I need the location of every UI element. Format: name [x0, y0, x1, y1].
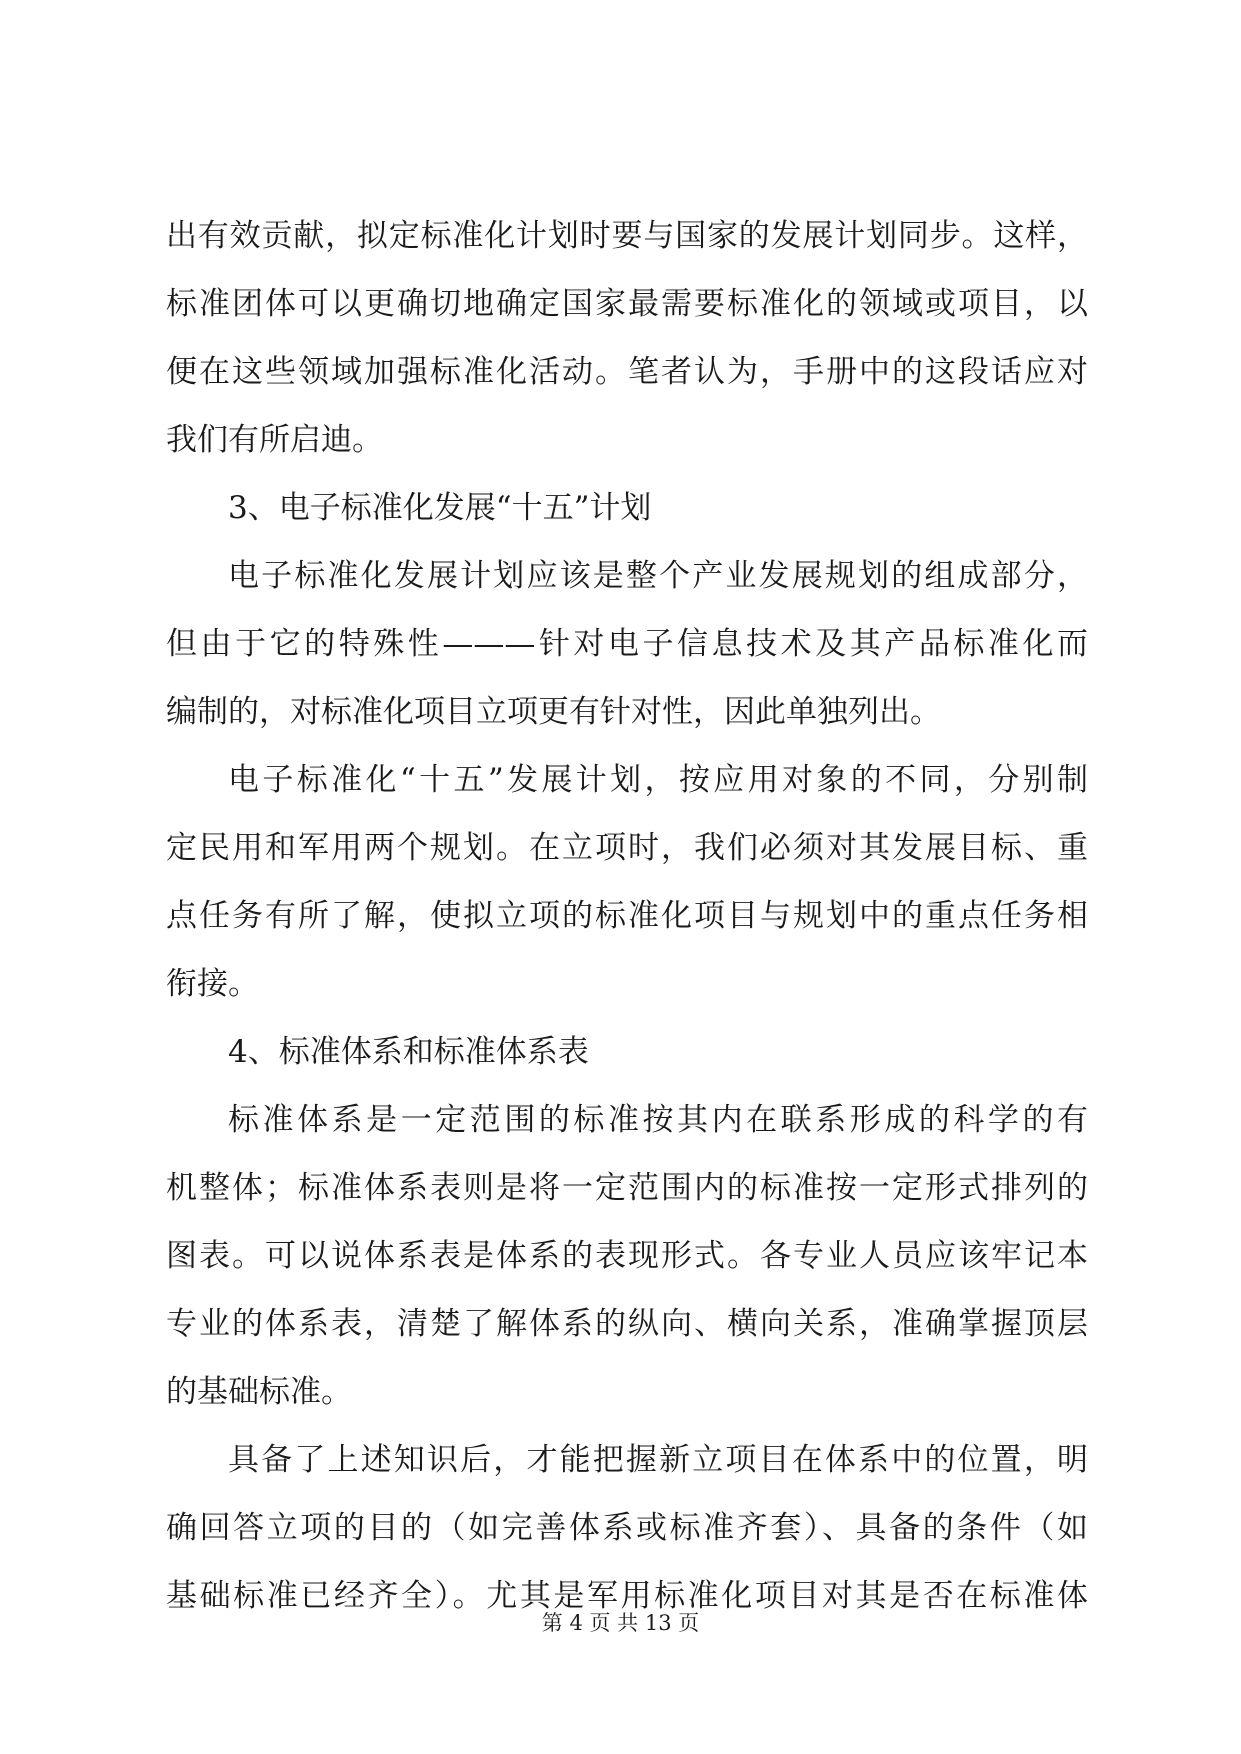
paragraph-line: 点任务有所了解，使拟立项的标准化项目与规划中的重点任务相: [166, 898, 1088, 934]
paragraph-line: 基础标准已经齐全）。尤其是军用标准化项目对其是否在标准体: [166, 1578, 1088, 1614]
paragraph-line: 衔接。: [166, 966, 259, 1002]
paragraph-line: 便在这些领域加强标准化活动。笔者认为，手册中的这段话应对: [166, 354, 1088, 390]
paragraph-line: 确回答立项的目的（如完善体系或标准齐套）、具备的条件（如: [166, 1510, 1088, 1546]
paragraph-line: 编制的，对标准化项目立项更有针对性，因此单独列出。: [166, 694, 941, 730]
paragraph-line: 的基础标准。: [166, 1374, 352, 1410]
paragraph-line: 出有效贡献，拟定标准化计划时要与国家的发展计划同步。这样，: [166, 218, 1088, 254]
paragraph-line: 图表。可以说体系表是体系的表现形式。各专业人员应该牢记本: [166, 1238, 1088, 1274]
paragraph-line: 电子标准化发展计划应该是整个产业发展规划的组成部分，: [228, 558, 1088, 594]
paragraph-line: 电子标准化“十五”发展计划，按应用对象的不同，分别制: [228, 762, 1088, 798]
page-footer: 第 4 页 共 13 页: [541, 1611, 700, 1635]
paragraph-line: 具备了上述知识后，才能把握新立项目在体系中的位置，明: [228, 1442, 1088, 1478]
paragraph-line: 标准体系是一定范围的标准按其内在联系形成的科学的有: [228, 1102, 1088, 1138]
paragraph-line: 专业的体系表，清楚了解体系的纵向、横向关系，准确掌握顶层: [166, 1306, 1088, 1342]
section-heading: 4、标准体系和标准体系表: [228, 1034, 589, 1070]
paragraph-line: 机整体；标准体系表则是将一定范围内的标准按一定形式排列的: [166, 1170, 1088, 1206]
paragraph-line: 定民用和军用两个规划。在立项时，我们必须对其发展目标、重: [166, 830, 1088, 866]
paragraph-line: 但由于它的特殊性———针对电子信息技术及其产品标准化而: [166, 626, 1088, 662]
paragraph-line: 我们有所启迪。: [166, 422, 383, 458]
paragraph-line: 标准团体可以更确切地确定国家最需要标准化的领域或项目，以: [166, 286, 1088, 322]
document-body: [166, 202, 1088, 1630]
section-heading: 3、电子标准化发展“十五”计划: [228, 490, 652, 526]
